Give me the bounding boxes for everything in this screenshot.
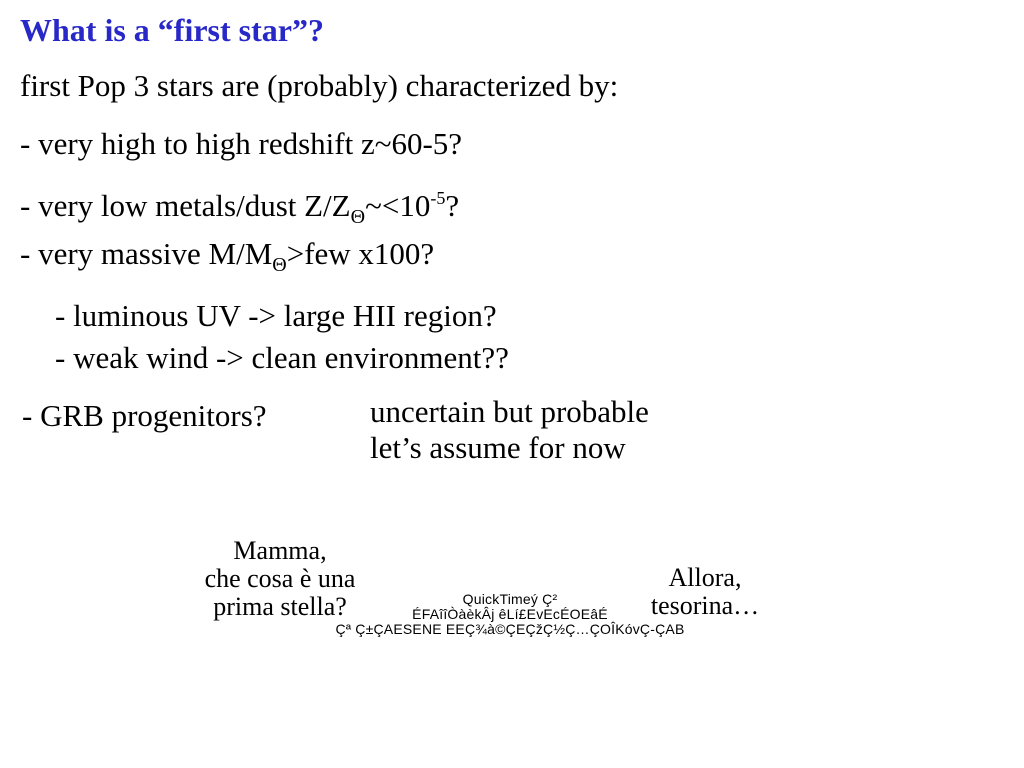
bullet-metals-text: - very low metals/dust Z/Z — [20, 188, 351, 223]
dialogue-left-line-1: Mamma, — [233, 536, 327, 565]
solar-symbol-subscript: Θ — [272, 254, 287, 276]
bullet-mass — [20, 236, 434, 283]
bullet-metals-value: ~<10 — [365, 188, 431, 223]
bullet-metals — [20, 180, 459, 235]
intro-text: first Pop 3 stars are (probably) characterized by: — [20, 68, 619, 103]
exponent-superscript: -5 — [430, 188, 446, 208]
grb-note-line-2: let’s assume for now — [370, 430, 626, 465]
bullet-mass-end: >few x100? — [286, 236, 435, 271]
bullet-metals-end: ? — [445, 188, 460, 223]
grb-note — [370, 394, 649, 466]
bullet-mass-text: - very massive M/M — [20, 236, 273, 271]
dialogue-right — [620, 564, 790, 620]
solar-symbol-subscript: Θ — [350, 206, 366, 228]
missing-image-line-3: Çª Ç±ÇAESENE EEÇ¾à©ÇEÇžÇ½Ç…ÇOÎKóvÇ-ÇAB — [335, 621, 685, 637]
dialogue-left-line-3: prima stella? — [213, 592, 347, 621]
dialogue-right-line-1: Allora, — [668, 563, 742, 592]
bullet-wind: - weak wind -> clean environment?? — [55, 340, 509, 375]
missing-image-line-2: ÉFAîîÒàèkÂj êLí£EvEcÉOEâÉ — [412, 606, 608, 622]
bullet-grb: - GRB progenitors? — [22, 398, 267, 433]
bullet-redshift: - very high to high redshift z~60-5? — [20, 126, 463, 161]
slide-title: What is a “first star”? — [20, 12, 324, 48]
missing-image-line-1: QuickTimeý Ç² — [462, 591, 558, 607]
grb-note-line-1: uncertain but probable — [370, 394, 649, 429]
dialogue-right-line-2: tesorina… — [650, 591, 760, 620]
dialogue-left-line-2: che cosa è una — [204, 564, 356, 593]
bullet-luminous: - luminous UV -> large HII region? — [55, 298, 497, 333]
